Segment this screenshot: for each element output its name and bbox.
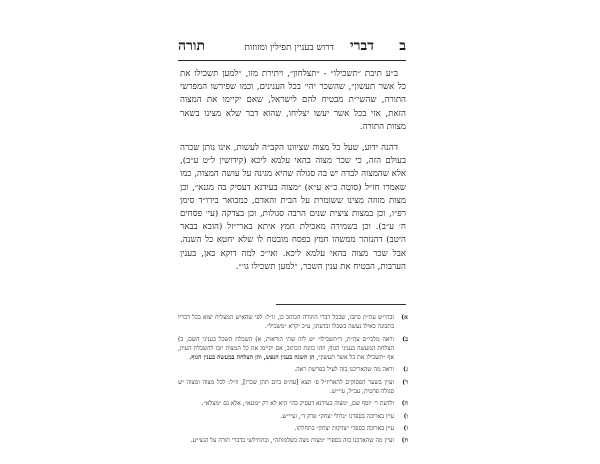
book-title: דברי (349, 38, 374, 54)
footnote (178, 378, 408, 397)
main-text (180, 68, 406, 282)
footnote-mark: ב) (402, 335, 408, 343)
footnote-mark: א) (401, 314, 408, 321)
footnote-mark: ח) (401, 437, 408, 445)
section-title: דרוש בעניין תפילין ומזוזות (244, 43, 334, 53)
footnote-mark: ה) (401, 400, 408, 408)
footnote-text (178, 335, 394, 363)
paragraph-2: דהנה ידוע, שעל כל מצוה שציוונו הקב״ה לעשות, אינו נותן שכרה בעולם הזה, כי שכר מצוה בהאי עלמא ליכא (קידושין ל״ט ע״ב), אלא שהמצוה לבדה יש בה סגולה שהיא מגינה על עושה המצוה, כמו שאמרו חז״ל (סוטה כ״א ע״א) ״מצוה בעידנא דעסיק בה מגנא״, וכן מצות מזוזה מצינו ששומרת על הבית והאדם, כמבואר בירו״ד סימן רפ״ו, וכן במצות ציצית שנים הרבה סגולות, וכן בצדקה (עי׳ פסחים ח׳ ע״ב). וכן בשמירה מאכילת חמץ איתא בארי״זל (הובא בבאר היטב) דהנזהר ממשהו חמץ בפסח מובטח לו שלא יחטא כל השנה. אבל שכר מצוה בהאי עלמא ליכא. ואי״כ למה דוקא כאן, בענין הערבות, הבטיח את ענין השכר, ״למען תשכילו גו׳״. (180, 143, 406, 272)
footnote-text: ועיין בשער הפסוקים להאריז״ל פ׳ תצא [עה״פ ביום תתן שכרו], וז״ל: לכל מצוה ומצוה יש סגולה פרטית, עכ״ל, עיי״ש. (178, 378, 394, 396)
footnote-mark: ד) (402, 378, 408, 386)
footnote-text: ולדעת ר׳ יוסף שם, ״מצוה בעידנא דעסיק בה״ היא לא רק ״מגנא״, אלא גם ״מצלא״. (201, 400, 394, 408)
footnote-text: עיין בארוכה בספרנו ״גדולי יצחק״ פרק ד׳, ועיי״ש. (280, 412, 394, 420)
footnote (178, 399, 408, 408)
footnote-text: ובהי״ש עה״ת כתבו, שבכל דברי התורה הכתוב כן, וז״ל: לפי שהאיש המצליח יצוא בכל דבריו בתבונה כאילו נעשה בשכלו ובדעתו, ע״כ יקרא ״משכיל״. (178, 314, 394, 331)
footnote (178, 412, 408, 421)
footnote-mark: ג) (403, 366, 408, 374)
footnote (178, 436, 408, 445)
footnote-text-bold: הן השגה בענין הנפש, והן הצלחה במעשה בענין הגוף. (189, 354, 315, 362)
running-header (178, 38, 406, 58)
footnote (178, 335, 408, 363)
footnote (178, 424, 408, 433)
footnote-mark: ו) (403, 412, 408, 420)
paragraph-1: ב״ע תיבת ״תשכילו״ - ״תצלחון״, ויתירת מזו, ״למען תשכילו את כל אשר תעשון״, שהשכר יהי׳ בכל הענינים, וכמו שפירשו המפרשי התורה, שהשי״ת מבטיח להם לישראל, שאם יקיימו את המצוה הזאת, אזי בכל אשר יעשו יצליחו, שהוא דבר שלא מצינו בשאר מצוות התורה. (180, 69, 406, 132)
footnote-text: עיין בארוכה בספרי ״צדקות יצחק״ בתחלתו. (294, 424, 394, 432)
footnote-mark: ז) (403, 424, 408, 432)
footnotes (178, 313, 408, 449)
footnote-text: וראה מה שהאריכנו בזה לעיל בפרשת ראה. (294, 366, 394, 374)
header-rule (178, 60, 406, 61)
footnote-rule (276, 304, 406, 305)
torah-title: תורה (178, 38, 206, 54)
footnote (178, 313, 408, 332)
footnote (178, 365, 408, 374)
page-letter: ב (399, 38, 406, 54)
footnote-text-main: וראה מלבי״ם עה״ת, ד״תשכילו״ יש לזה שתי הוראות, א) השכלת השכל בעניני השם, ב) הצלחת המעשה בעניני הגוף, וזהו כוונת הכתוב, אם יקיימו את כל המצות יזכו להשכלת העיון, אף ״תשכילו את כל אשר תעשון״, (178, 335, 394, 362)
footnote-text: ועיין מה שהארכנו בזה בספרי ״מצות מצה בשלמותה״, ובתחילשי בדברי תורה על הנצי״ע. (190, 437, 394, 445)
